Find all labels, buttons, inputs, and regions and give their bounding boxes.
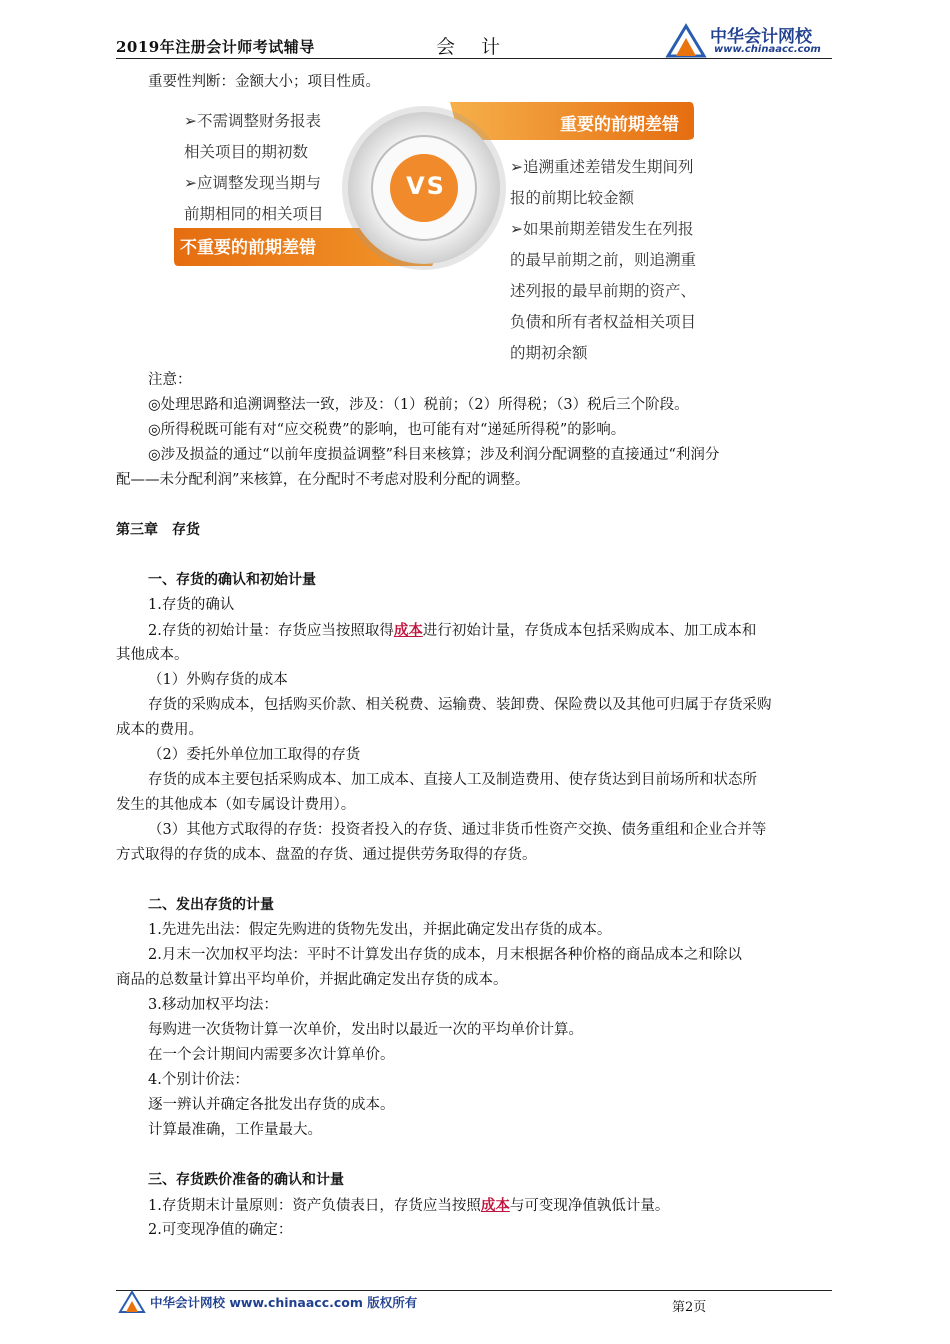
left-title: 不重要的前期差错 <box>180 238 316 258</box>
notes-title: 注意： <box>148 372 192 388</box>
logo-icon <box>664 22 708 58</box>
right-line: 负债和所有者权益相关项目 <box>510 313 697 331</box>
s1-p2a-post: 进行初始计量，存货成本包括采购成本、加工成本和 <box>422 623 757 639</box>
vs-label: VS <box>406 172 446 200</box>
footer-copyright[interactable]: 中华会计网校 www.chinaacc.com 版权所有 <box>150 1295 418 1310</box>
right-title: 重要的前期差错 <box>560 115 679 135</box>
left-line: 相关项目的期初数 <box>184 143 309 161</box>
right-line: 的期初余额 <box>510 344 588 362</box>
right-line: 报的前期比较金额 <box>510 189 635 207</box>
s2-p6: 4.个别计价法： <box>148 1072 249 1088</box>
section-2-title: 二、发出存货的计量 <box>148 897 274 913</box>
s2-p1: 1.先进先出法：假定先购进的货物先发出，并据此确定发出存货的成本。 <box>148 922 612 938</box>
s1-p7b: 方式取得的存货的成本、盘盈的存货、通过提供劳务取得的存货。 <box>116 847 537 863</box>
s2-p8: 计算最准确，工作量最大。 <box>148 1122 322 1138</box>
logo-url[interactable]: www.chinaacc.com <box>714 44 821 55</box>
s2-p2b: 商品的总数量计算出平均单价，并据此确定发出存货的成本。 <box>116 972 508 988</box>
header-divider <box>116 58 832 59</box>
s1-p4b: 成本的费用。 <box>116 722 203 738</box>
note-1: ◎处理思路和追溯调整法一致，涉及：（1）税前；（2）所得税；（3）税后三个阶段。 <box>148 397 689 413</box>
chapter-title: 第三章 存货 <box>116 522 200 538</box>
s3-p1 <box>148 1193 669 1219</box>
right-line: 的最早前期之前，则追溯重 <box>510 251 697 269</box>
s3-p1-pre: 1.存货期末计量原则：资产负债表日，存货应当按照 <box>148 1198 481 1214</box>
note-3b: 配——未分配利润”来核算，在分配时不考虑对股利分配的调整。 <box>116 472 530 488</box>
cost-keyword-link[interactable]: 成本 <box>393 622 423 639</box>
left-list <box>184 106 324 230</box>
s2-p5: 在一个会计期间内需要多次计算单价。 <box>148 1047 395 1063</box>
left-line: ➢不需调整财务报表 <box>184 112 321 130</box>
s2-p7: 逐一辨认并确定各批发出存货的成本。 <box>148 1097 395 1113</box>
s2-p2a: 2.月末一次加权平均法：平时不计算发出存货的成本，月末根据各种价格的商品成本之和除以 <box>148 947 742 963</box>
footer-divider <box>116 1290 832 1291</box>
s3-p2: 2.可变现净值的确定： <box>148 1222 293 1238</box>
s1-p5: （2）委托外单位加工取得的存货 <box>148 747 361 763</box>
s1-p2a <box>148 618 756 644</box>
page-number: 第2页 <box>672 1300 707 1315</box>
logo-name[interactable]: 中华会计网校 <box>710 27 812 47</box>
s1-p3: （1）外购存货的成本 <box>148 672 288 688</box>
s2-p3: 3.移动加权平均法： <box>148 997 278 1013</box>
left-line: 前期相同的相关项目 <box>184 205 324 223</box>
note-3a: ◎涉及损益的通过“以前年度损益调整”科目来核算；涉及利润分配调整的直接通过“利润分 <box>148 447 720 463</box>
s1-p2a-pre: 2.存货的初始计量：存货应当按照取得 <box>148 623 394 639</box>
right-line: ➢追溯重述差错发生期间列 <box>510 158 694 176</box>
header-subject: 会 计 <box>436 36 511 58</box>
s1-p6b: 发生的其他成本（如专属设计费用）。 <box>116 797 356 813</box>
s1-p4a: 存货的采购成本，包括购买价款、相关税费、运输费、装卸费、保险费以及其他可归属于存货采购 <box>148 697 772 713</box>
s1-p1: 1.存货的确认 <box>148 597 235 613</box>
right-line: ➢如果前期差错发生在列报 <box>510 220 694 238</box>
s1-p7a: （3）其他方式取得的存货：投资者投入的存货、通过非货币性资产交换、债务重组和企业合并等 <box>148 822 767 838</box>
s3-p1-post: 与可变现净值孰低计量。 <box>509 1198 670 1214</box>
footer-logo-icon <box>118 1290 146 1314</box>
intro-line: 重要性判断：金额大小；项目性质。 <box>148 74 380 90</box>
cost-keyword-link[interactable]: 成本 <box>480 1197 510 1214</box>
left-line: ➢应调整发现当期与 <box>184 174 321 192</box>
s2-p4: 每购进一次货物计算一次单价，发出时以最近一次的平均单价计算。 <box>148 1022 583 1038</box>
right-list <box>510 152 696 369</box>
section-3-title: 三、存货跌价准备的确认和计量 <box>148 1172 344 1188</box>
header-doc-title: 2019年注册会计师考试辅导 <box>116 38 315 56</box>
right-line: 述列报的最早前期的资产、 <box>510 282 697 300</box>
s1-p2b: 其他成本。 <box>116 647 189 663</box>
s1-p6a: 存货的成本主要包括采购成本、加工成本、直接人工及制造费用、使存货达到目前场所和状态所 <box>148 772 757 788</box>
note-2: ◎所得税既可能有对“应交税费”的影响，也可能有对“递延所得税”的影响。 <box>148 422 626 438</box>
section-1-title: 一、存货的确认和初始计量 <box>148 572 316 588</box>
